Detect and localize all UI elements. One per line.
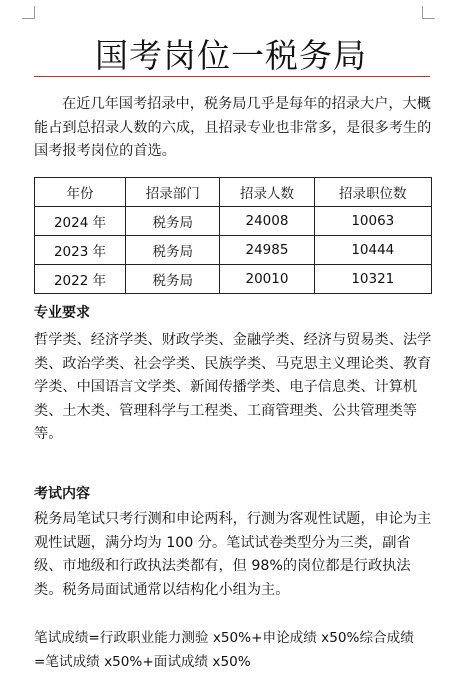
table-cell: 税务局 (126, 265, 220, 294)
table-header-cell: 招录人数 (220, 178, 314, 207)
table-cell: 税务局 (126, 207, 220, 236)
table-row (35, 207, 432, 236)
exam-paragraph: 税务局笔试只考行测和申论两科，行测为客观性试题，申论为主观性试题，满分均为 100 分。笔试试卷类型分为三类，副省级、市地级和行政执法类都有，但 98%的岗位都是行政执法类。税务局面试通常以结构化小组为主。 (34, 511, 432, 598)
score-formula (34, 626, 434, 674)
table-cell: 10321 (314, 265, 431, 294)
formula-line: =笔试成绩 x50%+面试成绩 x50% (34, 654, 251, 670)
recruitment-table (34, 177, 432, 294)
table-cell: 2024 年 (35, 207, 126, 236)
table-header-cell: 招录职位数 (314, 178, 431, 207)
table-cell: 10063 (314, 207, 431, 236)
table-header-cell: 招录部门 (126, 178, 220, 207)
intro-paragraph: 在近几年国考招录中，税务局几乎是每年的招录大户，大概能占到总招录人数的六成，且招录专业也非常多，是很多考生的国考报考岗位的首选。 (34, 96, 432, 159)
table-cell: 24008 (220, 207, 314, 236)
table-header-row (35, 178, 432, 207)
table-row (35, 265, 432, 294)
table-cell: 10444 (314, 236, 431, 265)
table-cell: 2022 年 (35, 265, 126, 294)
exam-heading: 考试内容 (34, 486, 90, 502)
table-header-cell: 年份 (35, 178, 126, 207)
majors-paragraph: 哲学类、经济学类、财政学类、金融学类、经济与贸易类、法学类、政治学类、社会学类、民族学类、马克思主义理论类、教育学类、中国语言文学类、新闻传播学类、电子信息类、计算机类、土木类、管理科学与工程类、工商管理类、公共管理类等等。 (34, 332, 432, 442)
table-row (35, 236, 432, 265)
margin-corner-mark-left (22, 6, 35, 19)
table-cell: 税务局 (126, 236, 220, 265)
title-underline (34, 76, 430, 77)
table-cell: 2023 年 (35, 236, 126, 265)
formula-line: 笔试成绩=行政职业能力测验 x50%+申论成绩 x50%综合成绩 (34, 630, 414, 646)
table-cell: 20010 (220, 265, 314, 294)
table-cell: 24985 (220, 236, 314, 265)
majors-heading: 专业要求 (34, 305, 90, 321)
page-title: 国考岗位一税务局 (95, 36, 367, 75)
margin-corner-mark-right (422, 6, 435, 19)
